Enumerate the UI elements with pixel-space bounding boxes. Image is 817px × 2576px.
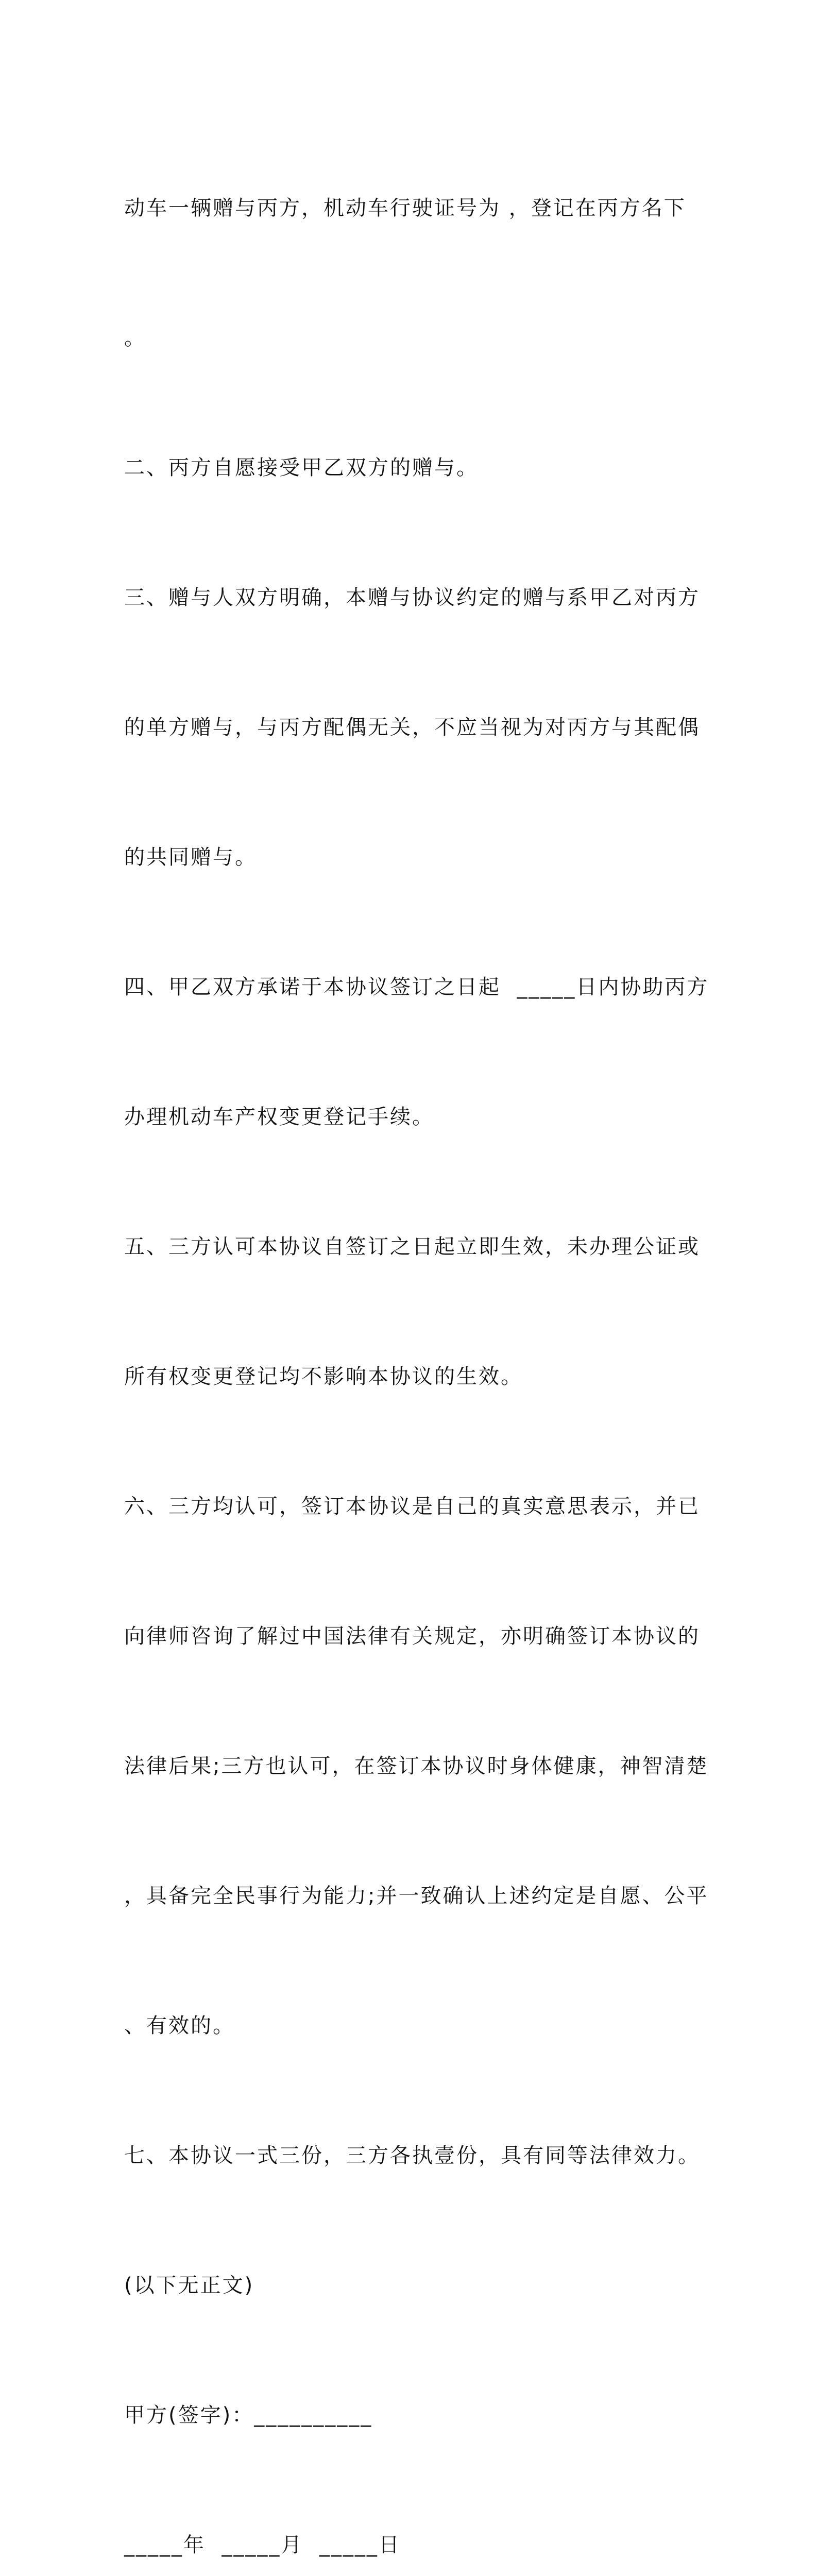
text-line: 法律后果;三方也认可，在签订本协议时身体健康，神智清楚 — [124, 1754, 709, 1778]
text-line: 、有效的。 — [124, 2014, 235, 2038]
text-line: 动车一辆赠与丙方，机动车行驶证号为 ，登记在丙方名下 — [124, 196, 686, 220]
text-line: 的共同赠与。 — [124, 845, 257, 869]
clause-6: 六、三方均认可，签订本协议是自己的真实意思表示，并已 — [124, 1495, 700, 1518]
text-line: 的单方赠与，与丙方配偶无关，不应当视为对丙方与其配偶 — [124, 716, 700, 739]
clause-7: 七、本协议一式三份，三方各执壹份，具有同等法律效力。 — [124, 2144, 700, 2167]
text-line: 向律师咨询了解过中国法律有关规定，亦明确签订本协议的 — [124, 1624, 700, 1648]
text-line: 所有权变更登记均不影响本协议的生效。 — [124, 1365, 523, 1388]
party-a-signature: 甲方(签字)：__________ — [124, 2403, 373, 2427]
text-line: ，具备完全民事行为能力;并一致确认上述约定是自愿、公平 — [124, 1884, 709, 1908]
clause-4: 四、甲乙双方承诺于本协议签订之日起 _____日内协助丙方 — [124, 975, 709, 999]
clause-3: 三、赠与人双方明确，本赠与协议约定的赠与系甲乙对丙方 — [124, 586, 700, 609]
party-a-date: _____年 _____月 _____日 — [124, 2533, 401, 2557]
clause-5: 五、三方认可本协议自签订之日起立即生效，未办理公证或 — [124, 1235, 700, 1259]
agreement-body — [124, 100, 709, 2576]
clause-2: 二、丙方自愿接受甲乙双方的赠与。 — [124, 456, 479, 480]
no-further-text-note: (以下无正文) — [124, 2274, 254, 2297]
text-line: 。 — [124, 326, 146, 350]
text-line: 办理机动车产权变更登记手续。 — [124, 1105, 434, 1129]
